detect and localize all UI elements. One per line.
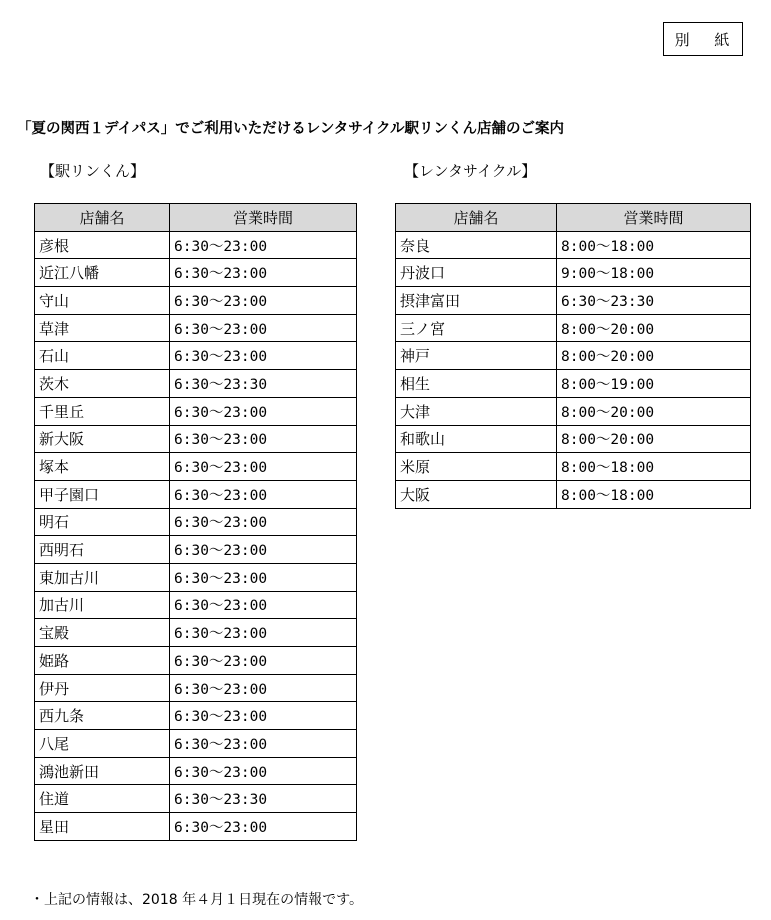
business-hours-cell: 6:30～23:00 bbox=[170, 757, 357, 785]
table-row bbox=[396, 370, 751, 398]
table-row bbox=[35, 813, 357, 841]
table-row bbox=[35, 342, 357, 370]
table-row bbox=[396, 425, 751, 453]
store-name-cell: 新大阪 bbox=[35, 425, 170, 453]
table-row bbox=[35, 702, 357, 730]
store-name-cell: 明石 bbox=[35, 508, 170, 536]
business-hours-cell: 6:30～23:30 bbox=[557, 287, 751, 315]
business-hours-cell: 6:30～23:00 bbox=[170, 342, 357, 370]
business-hours-cell: 8:00～18:00 bbox=[557, 453, 751, 481]
eki-rinkun-table bbox=[34, 203, 357, 841]
store-name-cell: 星田 bbox=[35, 813, 170, 841]
table-row bbox=[35, 647, 357, 675]
attachment-label: 別 紙 bbox=[663, 22, 743, 56]
business-hours-header: 営業時間 bbox=[557, 204, 751, 232]
business-hours-cell: 6:30～23:00 bbox=[170, 813, 357, 841]
table-row bbox=[396, 314, 751, 342]
business-hours-cell: 6:30～23:00 bbox=[170, 453, 357, 481]
store-name-cell: 甲子園口 bbox=[35, 480, 170, 508]
table-row bbox=[35, 730, 357, 758]
document-title: 「夏の関西１デイパス」でご利用いただけるレンタサイクル駅リンくん店舗のご案内 bbox=[17, 121, 565, 137]
store-name-cell: 彦根 bbox=[35, 231, 170, 259]
store-name-cell: 三ノ宮 bbox=[396, 314, 557, 342]
store-name-cell: 住道 bbox=[35, 785, 170, 813]
business-hours-cell: 8:00～20:00 bbox=[557, 314, 751, 342]
table-row bbox=[396, 480, 751, 508]
store-name-cell: 塚本 bbox=[35, 453, 170, 481]
table-row bbox=[35, 314, 357, 342]
store-name-cell: 丹波口 bbox=[396, 259, 557, 287]
business-hours-cell: 8:00～20:00 bbox=[557, 342, 751, 370]
table-row bbox=[396, 397, 751, 425]
store-name-cell: 守山 bbox=[35, 287, 170, 315]
store-name-cell: 相生 bbox=[396, 370, 557, 398]
table-row bbox=[396, 259, 751, 287]
table-row bbox=[35, 231, 357, 259]
store-name-cell: 千里丘 bbox=[35, 397, 170, 425]
store-name-cell: 近江八幡 bbox=[35, 259, 170, 287]
business-hours-cell: 8:00～18:00 bbox=[557, 231, 751, 259]
business-hours-cell: 9:00～18:00 bbox=[557, 259, 751, 287]
table-row bbox=[35, 619, 357, 647]
business-hours-cell: 8:00～18:00 bbox=[557, 480, 751, 508]
business-hours-cell: 6:30～23:00 bbox=[170, 674, 357, 702]
table-row bbox=[35, 536, 357, 564]
table-row bbox=[35, 591, 357, 619]
store-name-cell: 和歌山 bbox=[396, 425, 557, 453]
table-row bbox=[35, 259, 357, 287]
table-header-row bbox=[396, 204, 751, 232]
table-header-row bbox=[35, 204, 357, 232]
business-hours-cell: 6:30～23:00 bbox=[170, 508, 357, 536]
table-row bbox=[35, 563, 357, 591]
store-name-cell: 神戸 bbox=[396, 342, 557, 370]
table-row bbox=[396, 453, 751, 481]
table-row bbox=[35, 425, 357, 453]
business-hours-cell: 6:30～23:30 bbox=[170, 785, 357, 813]
business-hours-cell: 6:30～23:00 bbox=[170, 619, 357, 647]
business-hours-cell: 6:30～23:30 bbox=[170, 370, 357, 398]
store-name-cell: 東加古川 bbox=[35, 563, 170, 591]
rental-cycle-heading: 【レンタサイクル】 bbox=[404, 162, 537, 180]
business-hours-cell: 6:30～23:00 bbox=[170, 536, 357, 564]
business-hours-cell: 6:30～23:00 bbox=[170, 563, 357, 591]
store-name-cell: 奈良 bbox=[396, 231, 557, 259]
store-name-cell: 西九条 bbox=[35, 702, 170, 730]
store-name-cell: 西明石 bbox=[35, 536, 170, 564]
table-row bbox=[35, 370, 357, 398]
table-row bbox=[35, 785, 357, 813]
store-name-cell: 加古川 bbox=[35, 591, 170, 619]
business-hours-cell: 6:30～23:00 bbox=[170, 702, 357, 730]
table-row bbox=[35, 480, 357, 508]
business-hours-cell: 6:30～23:00 bbox=[170, 259, 357, 287]
business-hours-cell: 6:30～23:00 bbox=[170, 231, 357, 259]
table-row bbox=[35, 453, 357, 481]
store-name-cell: 米原 bbox=[396, 453, 557, 481]
store-name-header: 店舗名 bbox=[35, 204, 170, 232]
store-name-cell: 鴻池新田 bbox=[35, 757, 170, 785]
business-hours-cell: 8:00～20:00 bbox=[557, 425, 751, 453]
store-name-cell: 大阪 bbox=[396, 480, 557, 508]
business-hours-cell: 8:00～20:00 bbox=[557, 397, 751, 425]
business-hours-header: 営業時間 bbox=[170, 204, 357, 232]
business-hours-cell: 6:30～23:00 bbox=[170, 397, 357, 425]
store-name-cell: 茨木 bbox=[35, 370, 170, 398]
business-hours-cell: 8:00～19:00 bbox=[557, 370, 751, 398]
business-hours-cell: 6:30～23:00 bbox=[170, 647, 357, 675]
business-hours-cell: 6:30～23:00 bbox=[170, 425, 357, 453]
business-hours-cell: 6:30～23:00 bbox=[170, 480, 357, 508]
rental-cycle-table bbox=[395, 203, 751, 509]
store-name-header: 店舗名 bbox=[396, 204, 557, 232]
table-row bbox=[35, 397, 357, 425]
table-row bbox=[396, 342, 751, 370]
business-hours-cell: 6:30～23:00 bbox=[170, 730, 357, 758]
table-row bbox=[396, 231, 751, 259]
business-hours-cell: 6:30～23:00 bbox=[170, 591, 357, 619]
store-name-cell: 草津 bbox=[35, 314, 170, 342]
store-name-cell: 姫路 bbox=[35, 647, 170, 675]
table-row bbox=[35, 508, 357, 536]
store-name-cell: 宝殿 bbox=[35, 619, 170, 647]
store-name-cell: 摂津富田 bbox=[396, 287, 557, 315]
table-row bbox=[396, 287, 751, 315]
store-name-cell: 伊丹 bbox=[35, 674, 170, 702]
business-hours-cell: 6:30～23:00 bbox=[170, 287, 357, 315]
store-name-cell: 大津 bbox=[396, 397, 557, 425]
table-row bbox=[35, 287, 357, 315]
store-name-cell: 石山 bbox=[35, 342, 170, 370]
footnote: ・上記の情報は、2018 年４月１日現在の情報です。 bbox=[30, 892, 363, 908]
table-row bbox=[35, 674, 357, 702]
store-name-cell: 八尾 bbox=[35, 730, 170, 758]
business-hours-cell: 6:30～23:00 bbox=[170, 314, 357, 342]
eki-rinkun-heading: 【駅リンくん】 bbox=[40, 162, 146, 180]
table-row bbox=[35, 757, 357, 785]
